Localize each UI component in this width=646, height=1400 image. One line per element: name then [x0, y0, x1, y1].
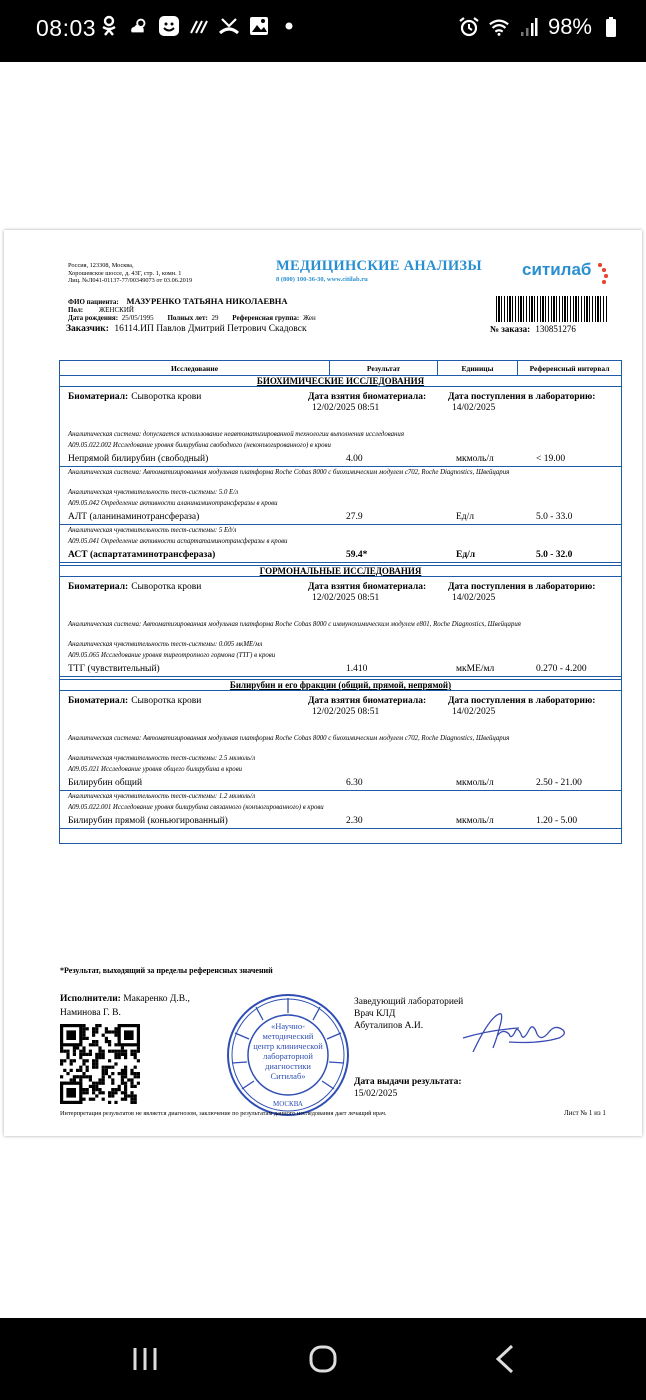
alarm-icon	[458, 15, 480, 39]
biomaterial	[68, 392, 201, 402]
battery-icon	[600, 15, 622, 39]
issue-date: 15/02/2025	[354, 1089, 398, 1099]
stamp-line: диагностики	[265, 1061, 311, 1071]
dot-icon	[278, 14, 300, 38]
out-of-range-note: *Результат, выходящий за пределы референсных значений	[60, 966, 273, 975]
col-header-units: Единицы	[438, 361, 518, 376]
stamp-line: лабораторной	[263, 1051, 313, 1061]
weather-icon	[128, 14, 150, 38]
wifi-calling-icon	[188, 14, 210, 38]
received-date: 14/02/2025	[452, 707, 496, 717]
gallery-icon	[248, 14, 270, 38]
results-table	[59, 360, 622, 844]
result-row	[60, 778, 621, 791]
back-button[interactable]	[480, 1340, 530, 1378]
test-name: Билирубин прямой (коньюгированный)	[68, 816, 228, 826]
logo-dots-icon	[598, 260, 608, 286]
section-header	[60, 565, 621, 577]
battery-level: 98%	[547, 14, 592, 39]
order-barcode	[496, 296, 608, 322]
test-ref: < 19.00	[536, 454, 566, 464]
executors	[60, 992, 190, 1020]
biomaterial	[68, 582, 201, 592]
signal-icon	[518, 15, 540, 39]
test-units: мкмоль/л	[456, 778, 494, 788]
taken-date-label: Дата взятия биоматериала:	[308, 392, 427, 402]
disclaimer: Интерпретация результатов не является диагнозом, заключение по результатам данного исследования дает лечащий врач.	[60, 1110, 387, 1117]
test-ref: 1.20 - 5.00	[536, 816, 578, 826]
test-result: 27.9	[346, 512, 363, 522]
smile-app-icon	[158, 14, 180, 38]
document-title: МЕДИЦИНСКИЕ АНАЛИЗЫ	[276, 258, 482, 274]
sex-label: Пол:	[68, 306, 84, 314]
sheet-number: Лист № 1 из 1	[564, 1109, 606, 1117]
method-note: A09.05.022.002 Исследование уровня билирубина свободного (неконъюгированного) в крови	[68, 442, 331, 449]
odnoklassniki-icon	[98, 14, 120, 38]
biomaterial-value: Сыворотка крови	[131, 582, 202, 592]
test-result: 4.00	[346, 454, 363, 464]
method-note: Аналитическая чувствительность тест-системы: 2.5 мкмоль/л	[68, 755, 256, 762]
fio-label: ФИО пациента:	[68, 298, 119, 306]
section-header	[60, 679, 621, 691]
section-title: Билирубин и его фракции (общий, прямой, непрямой)	[229, 680, 452, 690]
method-note: A09.05.065 Исследование уровня тиреотропного гормона (ТТГ) в крови	[68, 652, 276, 659]
method-note: Аналитическая чувствительность тест-системы: 5.0 Е/л	[68, 489, 239, 496]
received-date-label: Дата поступления в лабораторию:	[448, 696, 596, 706]
result-row	[60, 816, 621, 829]
dob-label: Дата рождения:	[68, 314, 119, 322]
taken-date: 12/02/2025 08:51	[312, 593, 380, 603]
method-note: Аналитическая система: Автоматизированная модульная платформа Roche Cobas 8000 с биохимическим модулем c702, Roche Diagnostics, Швейцария	[68, 735, 510, 742]
navigation-bar	[0, 1318, 646, 1400]
executor-name: Макаренко Д.В.,	[123, 994, 190, 1004]
received-date: 14/02/2025	[452, 403, 496, 413]
method-note: Аналитическая система: Автоматизированная модульная платформа Roche Cobas 8000 с иммунохимическим модулем e801, Roche Diagnostics, Швейцария	[68, 621, 521, 628]
taken-date: 12/02/2025 08:51	[312, 403, 380, 413]
test-units: мкмоль/л	[456, 816, 494, 826]
received-date-label: Дата поступления в лабораторию:	[448, 582, 596, 592]
col-header-test: Исследование	[60, 361, 330, 376]
result-row	[60, 512, 621, 525]
section-header	[60, 375, 621, 387]
patient-dob: 25/05/1995	[121, 314, 154, 322]
stamp-line: центр клинической	[253, 1041, 323, 1051]
patient-age: 29	[211, 314, 219, 322]
address-line: Хорошевское шоссе, д. 43Г, стр. 1, комн. 1	[68, 269, 182, 277]
section-title: ГОРМОНАЛЬНЫЕ ИССЛЕДОВАНИЯ	[259, 566, 422, 576]
test-name: АСТ (аспартатаминотрансфераза)	[68, 550, 216, 560]
method-note: Аналитическая чувствительность тест-системы: 0.005 мкМЕ/мл	[68, 641, 263, 648]
biomaterial-value: Сыворотка крови	[131, 696, 202, 706]
stamp-city: МОСКВА	[273, 1100, 303, 1108]
qr-code	[60, 1024, 140, 1104]
col-header-result: Результат	[330, 361, 438, 376]
test-result: 2.30	[346, 816, 363, 826]
order-label: № заказа:	[490, 324, 531, 334]
stamp-line: методический	[262, 1031, 314, 1041]
method-note: A09.05.021 Исследование уровня общего билирубина в крови	[68, 766, 243, 773]
method-note: Аналитическая чувствительность тест-системы: 5 Ед/л	[68, 527, 237, 534]
client-name: 16114.ИП Павлов Дмитрий Петрович Скадовск	[114, 324, 307, 334]
test-ref: 5.0 - 33.0	[536, 512, 573, 522]
recents-button[interactable]	[120, 1340, 170, 1378]
test-result: 59.4*	[346, 550, 368, 560]
head-position: Заведующий лабораторией	[354, 997, 464, 1007]
biomaterial-label: Биоматериал:	[68, 696, 129, 706]
test-result: 1.410	[346, 664, 368, 674]
method-note: Аналитическая система: допускается использование неавтоматизированной технологии выполнения исследования	[68, 431, 404, 438]
patient-name: МАЗУРЕНКО ТАТЬЯНА НИКОЛАЕВНА	[126, 296, 288, 306]
status-time: 08:03	[36, 15, 97, 41]
home-button[interactable]	[298, 1340, 348, 1378]
system-icons	[458, 14, 622, 40]
lab-address	[68, 262, 268, 285]
test-ref: 2.50 - 21.00	[536, 778, 582, 788]
method-note: Аналитическая система: Автоматизированная модульная платформа Roche Cobas 8000 с биохимическим модулем c702, Roche Diagnostics, Швейцария	[68, 469, 510, 476]
patient-dob-row	[68, 314, 316, 322]
signature	[459, 1008, 569, 1058]
test-ref: 0.270 - 4.200	[536, 664, 587, 674]
test-name: ТТГ (чувствительный)	[68, 664, 160, 674]
ref-group-label: Референсная группа:	[232, 314, 300, 322]
patient-sex-value: ЖЕНСКИЙ	[98, 306, 134, 314]
method-note: A09.05.042 Определение активности аланинаминотрансферазы в крови	[68, 500, 278, 507]
order-number-row	[490, 324, 576, 334]
test-units: мкмоль/л	[456, 454, 494, 464]
stamp-line: «Научно-	[271, 1021, 305, 1031]
test-units: Ед/л	[456, 550, 476, 560]
col-header-ref: Референсный интервал	[518, 361, 621, 376]
biomaterial-label: Биоматериал:	[68, 392, 129, 402]
biomaterial-value: Сыворотка крови	[131, 392, 202, 402]
status-bar	[0, 0, 646, 62]
biomaterial	[68, 696, 201, 706]
method-note: A09.05.041 Определение активности аспартатаминотрансферазы в крови	[68, 538, 288, 545]
head-name: Абуталипов А.И.	[354, 1021, 424, 1031]
lab-head	[354, 996, 463, 1032]
test-name: Билирубин общий	[68, 778, 143, 788]
test-units: мкМЕ/мл	[456, 664, 495, 674]
address-line: Россия, 123308, Москва,	[68, 262, 134, 269]
result-row	[60, 454, 621, 467]
received-date-label: Дата поступления в лабораторию:	[448, 392, 596, 402]
lab-contacts: 8 (800) 100-36-30, www.citilab.ru	[276, 276, 368, 283]
age-label: Полных лет:	[167, 314, 208, 322]
taken-date-label: Дата взятия биоматериала:	[308, 582, 427, 592]
result-row	[60, 550, 621, 563]
notification-icons	[98, 14, 300, 38]
method-note: A09.05.022.001 Исследование уровня билирубина связанного (конъюгированного) в крови	[68, 804, 324, 811]
biomaterial-label: Биоматериал:	[68, 582, 129, 592]
ref-group: Жен	[302, 314, 316, 322]
test-ref: 5.0 - 32.0	[536, 550, 573, 560]
issue-label: Дата выдачи результата:	[354, 1077, 462, 1087]
section-title: БИОХИМИЧЕСКИЕ ИССЛЕДОВАНИЯ	[256, 376, 425, 386]
test-name: АЛТ (аланинаминотрансфераза)	[68, 512, 200, 522]
received-date: 14/02/2025	[452, 593, 496, 603]
taken-date-label: Дата взятия биоматериала:	[308, 696, 427, 706]
test-result: 6.30	[346, 778, 363, 788]
client-label: Заказчик:	[66, 324, 109, 334]
citilab-logo: ситилаб	[522, 260, 592, 279]
lab-stamp	[226, 993, 350, 1117]
license-line: Лиц. №Л041-01137-77/00349073 от 03.06.2019	[68, 277, 193, 285]
head-title: Врач КЛД	[354, 1009, 396, 1019]
taken-date: 12/02/2025 08:51	[312, 707, 380, 717]
lab-report-document	[4, 230, 642, 1136]
wifi-icon	[488, 15, 510, 39]
missed-call-icon	[218, 14, 240, 38]
test-name: Непрямой билирубин (свободный)	[68, 454, 209, 464]
issue-date-block	[354, 1076, 461, 1100]
patient-fio	[68, 296, 288, 306]
method-note: Аналитическая чувствительность тест-системы: 1.2 мкмоль/л	[68, 793, 256, 800]
client-row	[66, 324, 307, 334]
order-number: 130851276	[535, 324, 576, 334]
executor-name: Наминова Г. В.	[60, 1008, 121, 1018]
stamp-line: Ситилаб»	[270, 1071, 306, 1081]
executors-label: Исполнители:	[60, 994, 121, 1004]
patient-sex	[68, 306, 134, 314]
test-units: Ед/л	[456, 512, 475, 522]
result-row	[60, 664, 621, 677]
